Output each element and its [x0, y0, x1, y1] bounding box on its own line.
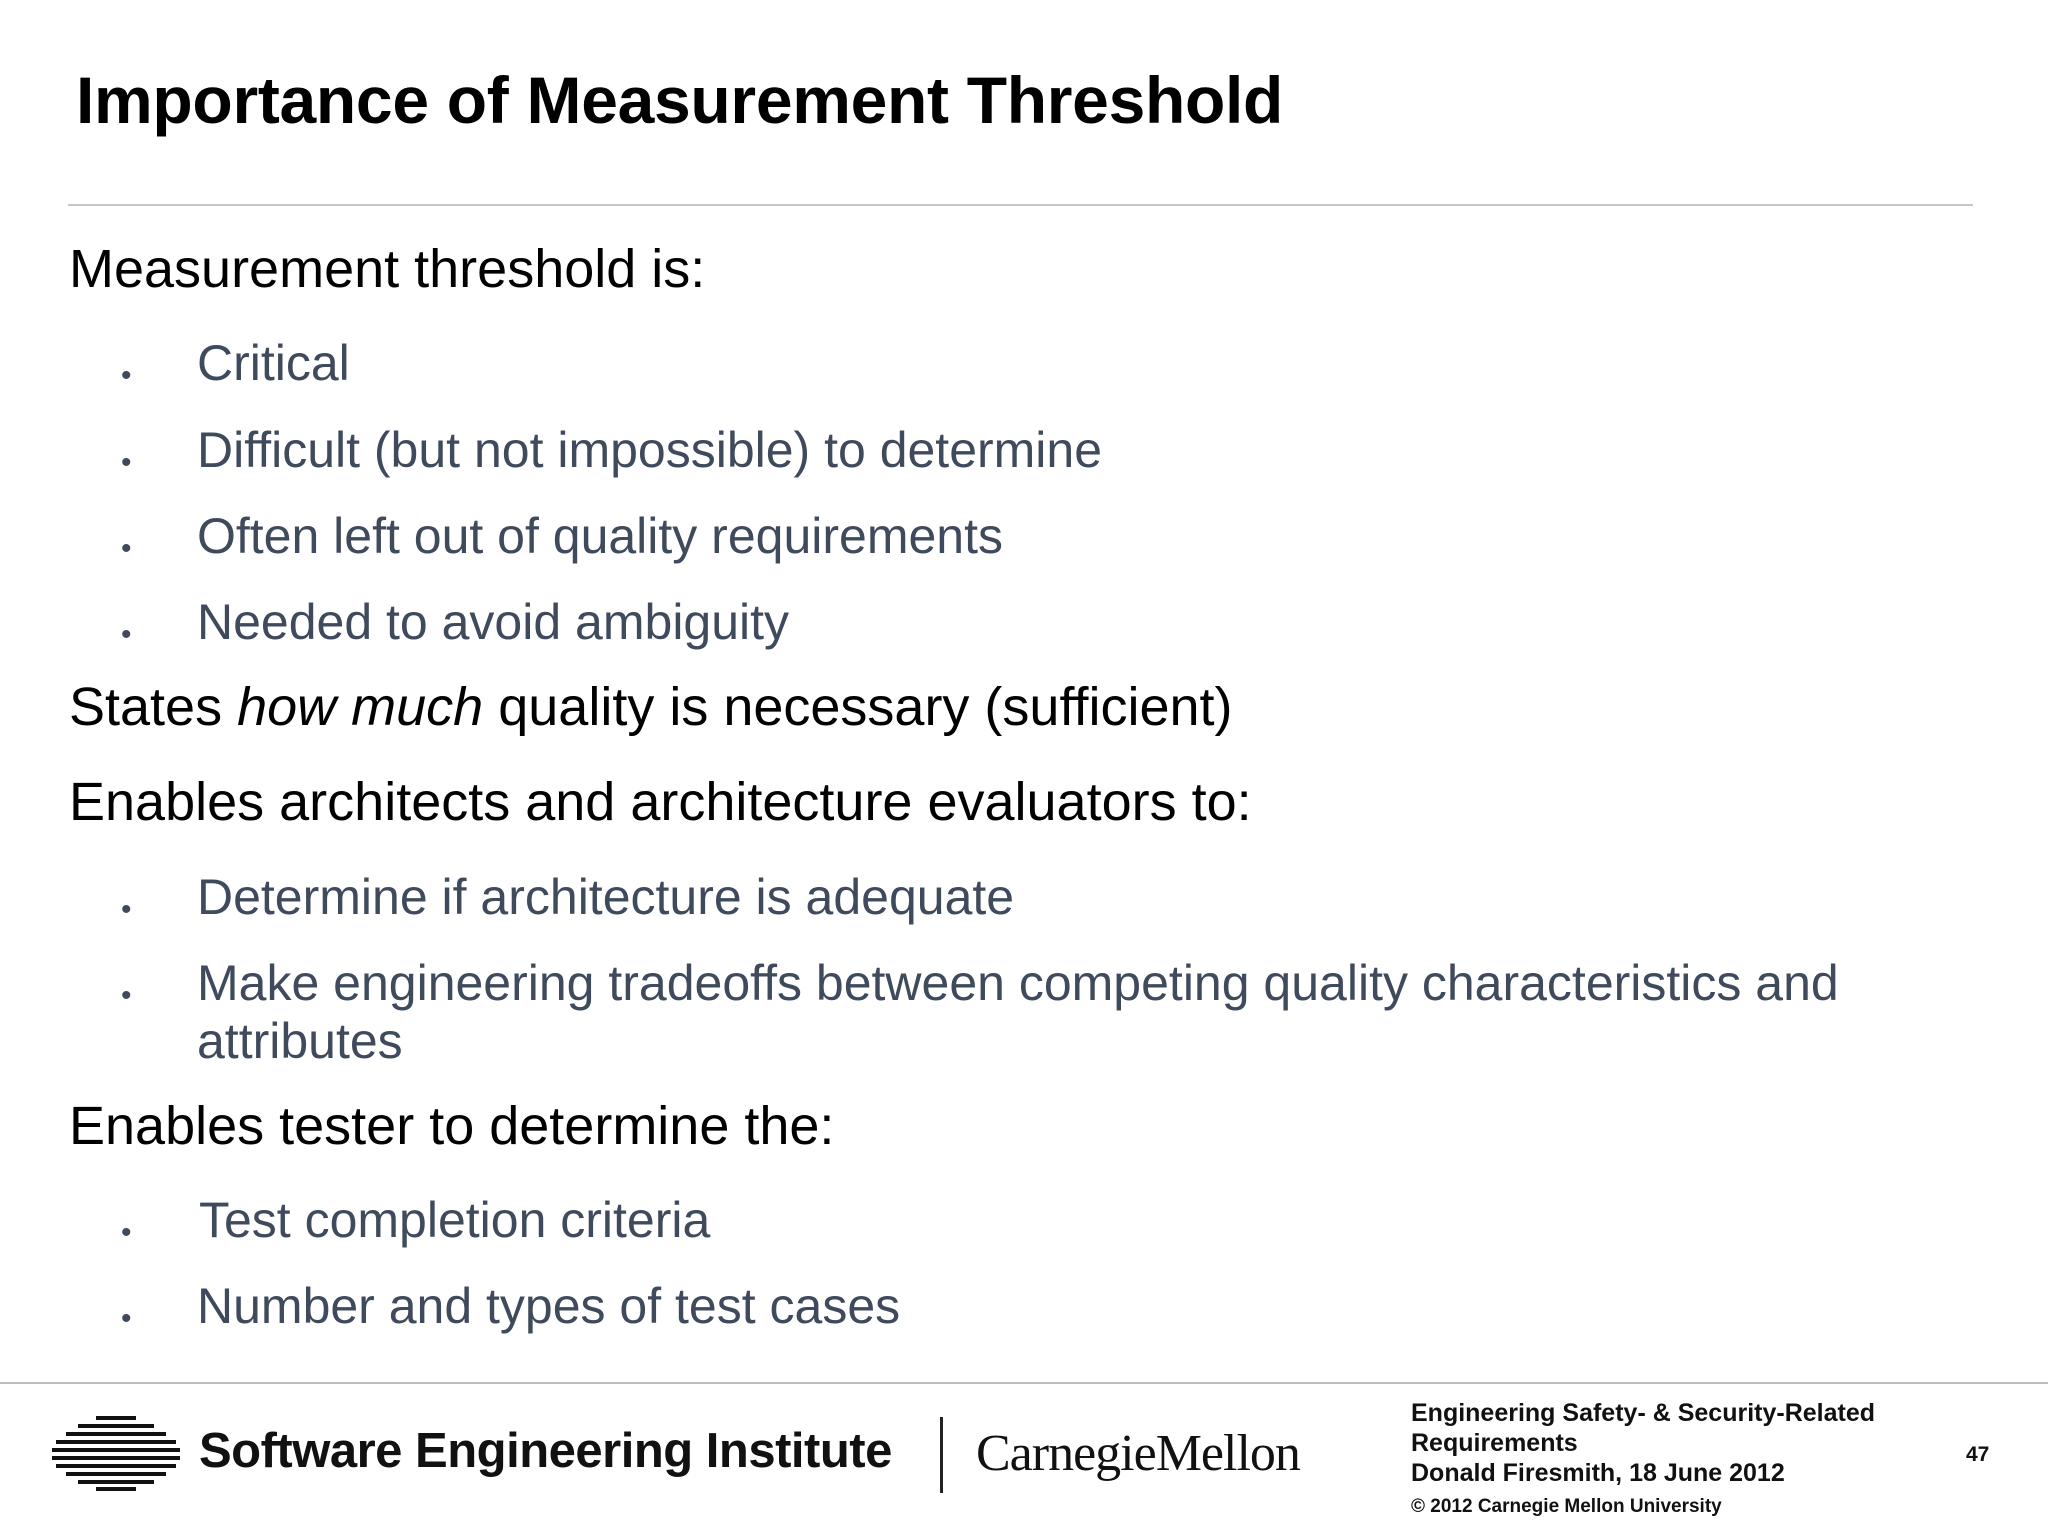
bullet-text: Test completion criteria: [199, 1192, 711, 1248]
bullet-icon: •: [121, 446, 132, 479]
title-divider: [68, 204, 1973, 206]
bullet-text: Number and types of test cases: [197, 1278, 901, 1334]
bullet-text: Critical: [197, 335, 350, 391]
sei-wordmark: Software Engineering Institute: [199, 1424, 892, 1478]
bullet-text: Difficult (but not impossible) to determine: [197, 422, 1103, 478]
footer-divider: [0, 1382, 2048, 1384]
footer-deck-info: [1411, 1398, 1931, 1488]
section-heading: Enables architects and architecture evaluators to:: [69, 772, 1252, 832]
deck-title-line2: Requirements: [1411, 1429, 1578, 1457]
bullet-text: Determine if architecture is adequate: [197, 869, 1015, 925]
logo-separator: [940, 1417, 943, 1493]
bullet-icon: •: [121, 979, 132, 1012]
section-heading: [69, 676, 1233, 738]
bullet-text: Needed to avoid ambiguity: [197, 594, 790, 650]
bullet-icon: •: [121, 893, 132, 926]
slide-title: Importance of Measurement Threshold: [76, 63, 1284, 137]
heading-text: quality is necessary (sufficient): [483, 677, 1233, 737]
bullet-text: Make engineering tradeoffs between competing quality characteristics and attributes: [197, 955, 1839, 1069]
bullet-icon: •: [121, 532, 132, 565]
cmu-wordmark: CarnegieMellon: [976, 1425, 1300, 1482]
sei-logo-icon: [52, 1415, 180, 1496]
bullet-icon: •: [121, 1216, 132, 1249]
author-date: Donald Firesmith, 18 June 2012: [1411, 1459, 1785, 1487]
page-number: 47: [1966, 1443, 1990, 1466]
heading-emphasis: how much: [237, 677, 484, 737]
bullet-icon: •: [121, 1302, 132, 1335]
copyright: © 2012 Carnegie Mellon University: [1411, 1496, 1722, 1517]
bullet-icon: •: [121, 359, 132, 392]
bullet-icon: •: [121, 618, 132, 651]
bullet-text: Often left out of quality requirements: [197, 508, 1003, 564]
heading-text: States: [69, 677, 238, 737]
deck-title-line1: Engineering Safety- & Security-Related: [1411, 1399, 1876, 1427]
section-heading: Enables tester to determine the:: [69, 1096, 835, 1156]
section-heading: Measurement threshold is:: [69, 239, 706, 299]
